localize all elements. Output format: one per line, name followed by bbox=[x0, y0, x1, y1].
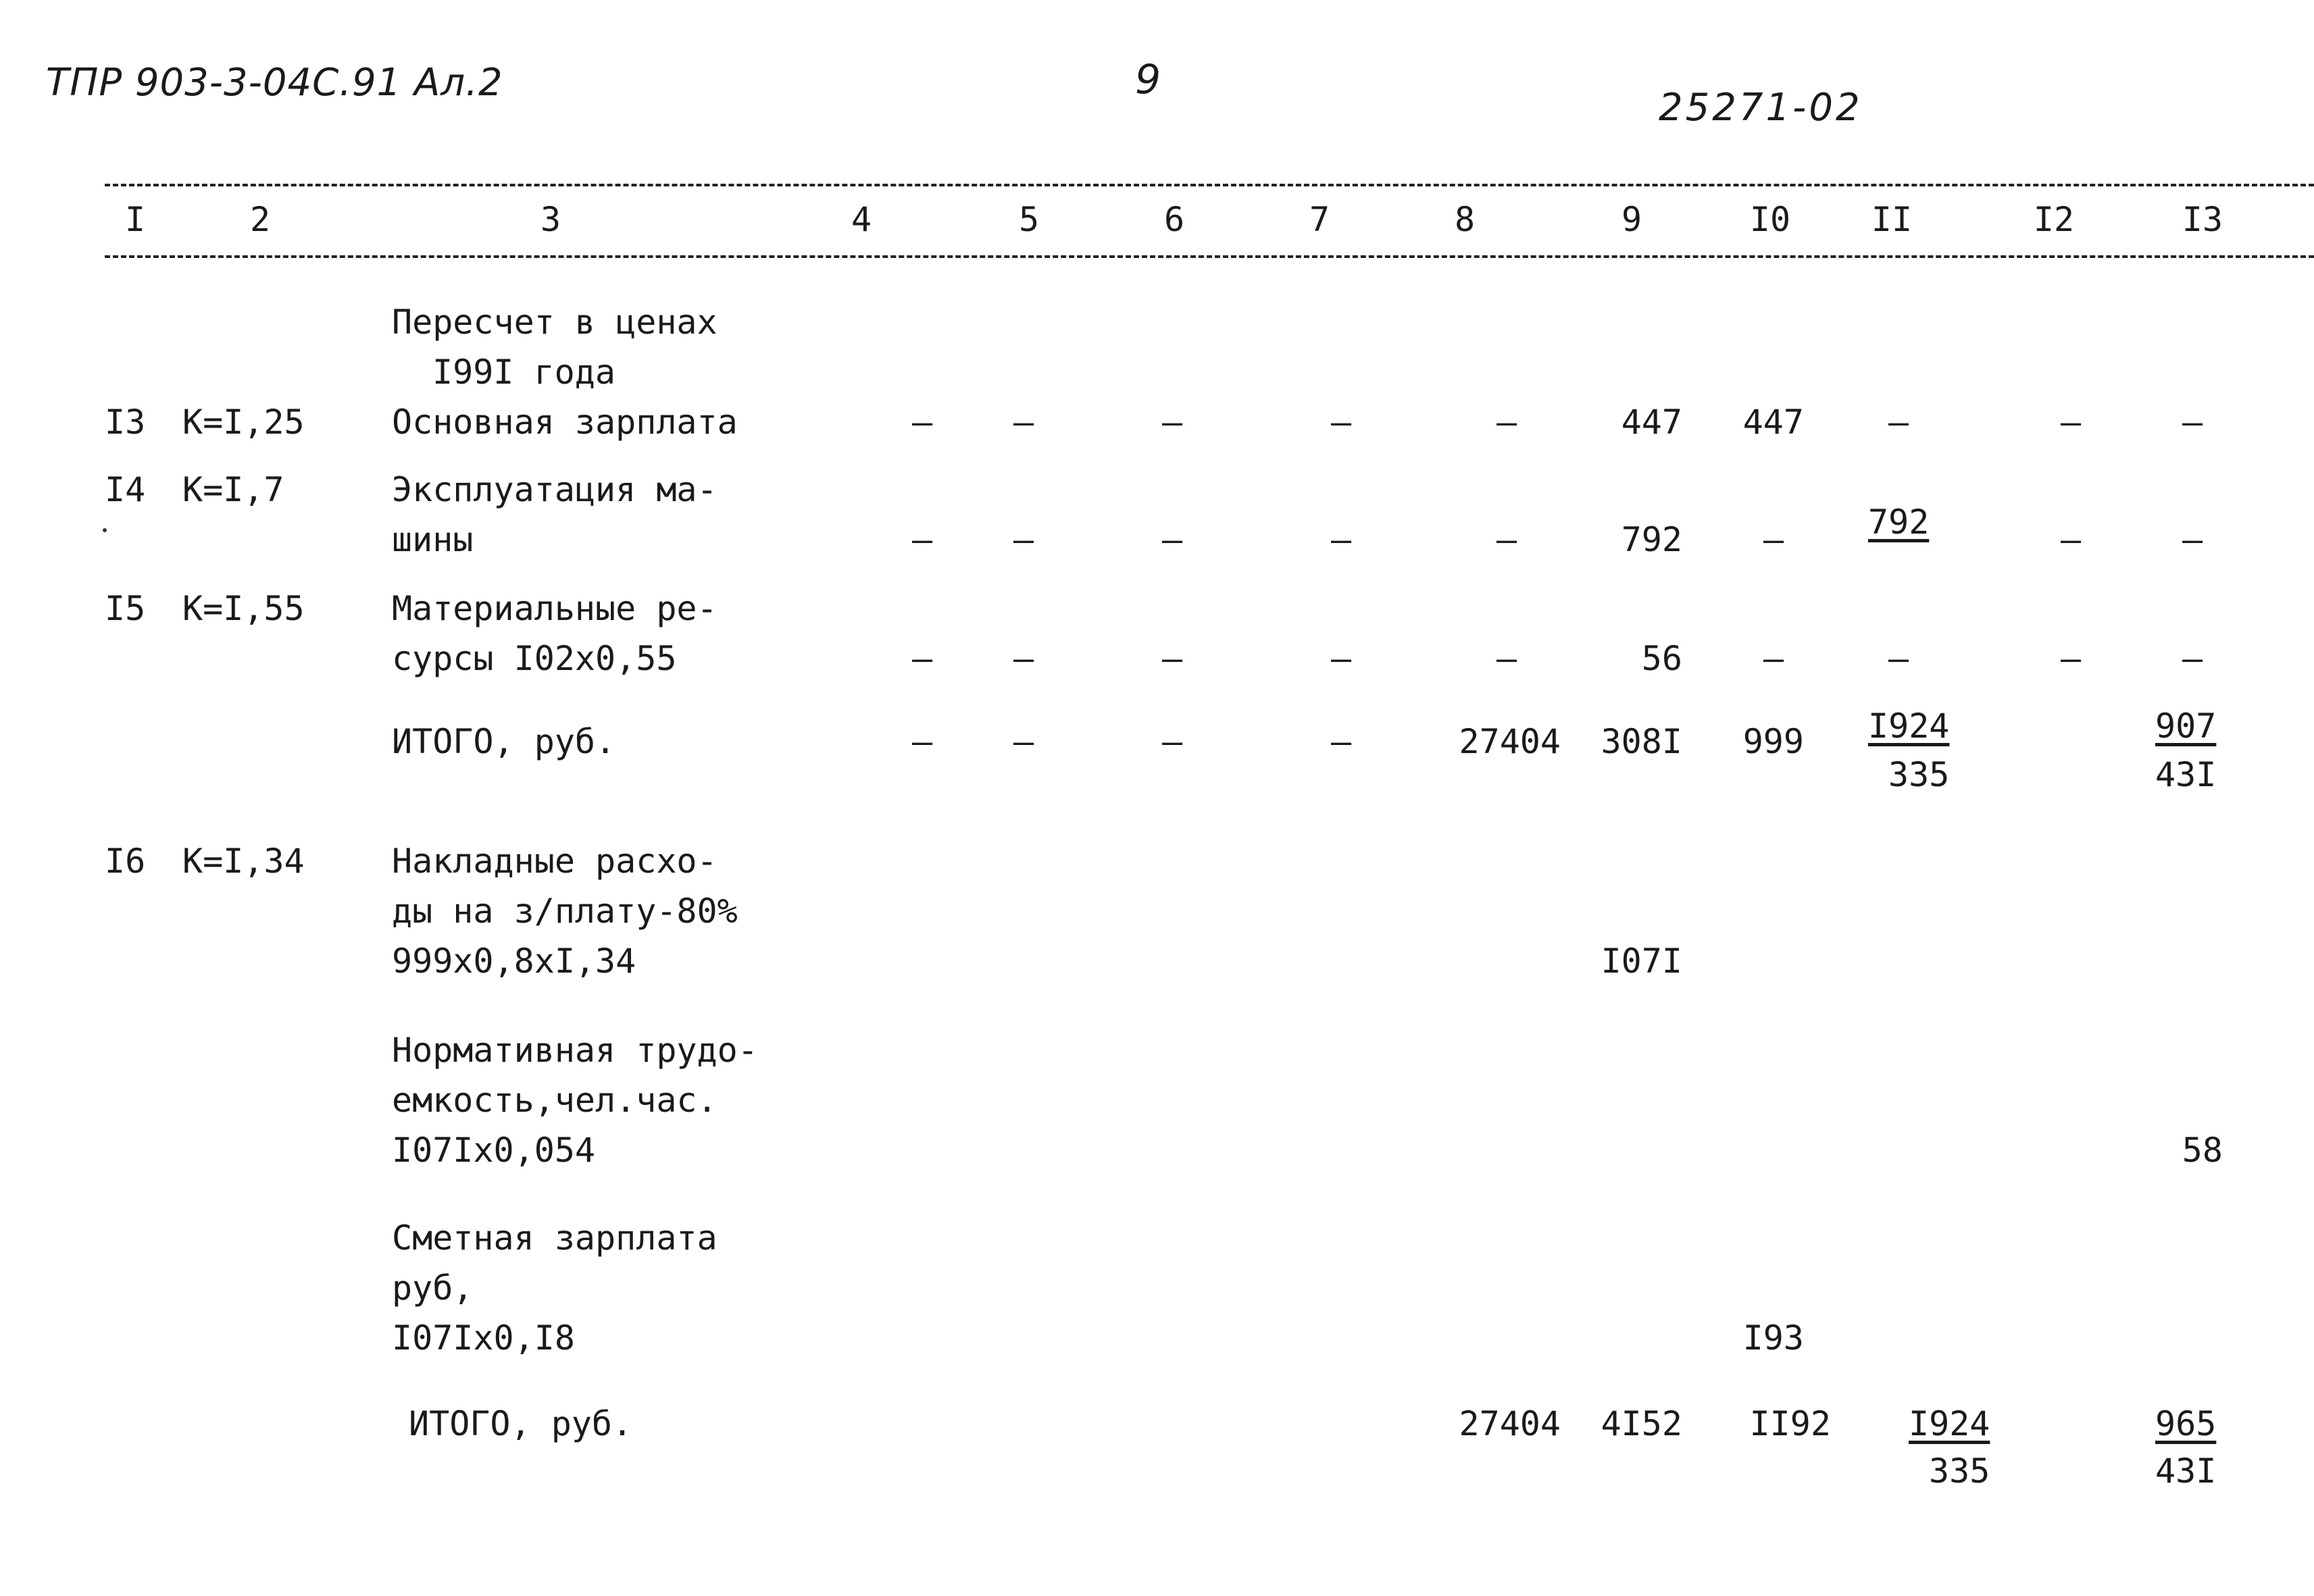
cell-col10: – bbox=[1763, 520, 1784, 559]
column-header: 4 bbox=[851, 200, 872, 239]
column-header: I bbox=[124, 200, 146, 239]
coefficient: К=I,25 bbox=[182, 403, 305, 442]
total-label: ИТОГО, руб. bbox=[392, 722, 616, 761]
desc-line: 999х0,8хI,34 bbox=[392, 942, 636, 981]
desc-line: I99I года bbox=[432, 353, 615, 392]
cell-col5: – bbox=[1013, 639, 1034, 678]
cell-col5: – bbox=[1013, 520, 1034, 559]
cell-col10: 447 bbox=[1742, 403, 1804, 442]
cell-col11-bottom: 335 bbox=[1888, 755, 1950, 794]
cell-col7: – bbox=[1330, 722, 1352, 761]
cell-col11: – bbox=[1888, 403, 1909, 442]
column-header: 5 bbox=[1018, 200, 1040, 239]
cell-col10: II92 bbox=[1749, 1404, 1831, 1443]
cell-col9: 56 bbox=[1641, 639, 1682, 678]
desc-line: сурсы I02х0,55 bbox=[392, 639, 677, 678]
row-number: I5 bbox=[105, 589, 146, 628]
cell-col11-top: I924 bbox=[1909, 1404, 1990, 1443]
cell-col12: – bbox=[2060, 520, 2082, 559]
cell-col13: – bbox=[2182, 520, 2203, 559]
cell-col13-top: 965 bbox=[2155, 1404, 2217, 1443]
cell-col9: 447 bbox=[1621, 403, 1682, 442]
cell-col5: – bbox=[1013, 403, 1034, 442]
coefficient: К=I,55 bbox=[182, 589, 305, 628]
cell-col6: – bbox=[1161, 403, 1183, 442]
cell-col8: – bbox=[1496, 520, 1517, 559]
desc-line: шины bbox=[392, 520, 474, 559]
cell-col4: – bbox=[911, 403, 933, 442]
desc-line: Пересчет в ценах bbox=[392, 303, 718, 342]
cell-col9: 792 bbox=[1621, 520, 1682, 559]
row-number: I3 bbox=[105, 403, 146, 442]
document-code: ТПР 903-3-04С.91 Ал.2 bbox=[46, 61, 503, 105]
desc-line: Накладные расхо- bbox=[392, 842, 718, 881]
page-number: 9 bbox=[1135, 56, 1161, 103]
column-header: II bbox=[1871, 200, 1913, 239]
cell-col8: 27404 bbox=[1459, 1404, 1561, 1443]
column-header: 7 bbox=[1309, 200, 1330, 239]
header-bottom-rule bbox=[105, 255, 2314, 258]
cell-col13-bottom: 43I bbox=[2155, 1451, 2217, 1491]
desc-line: Нормативная трудо- bbox=[392, 1031, 758, 1070]
cell-col6: – bbox=[1161, 722, 1183, 761]
column-header: I2 bbox=[2033, 200, 2075, 239]
column-header: 9 bbox=[1621, 200, 1642, 239]
cell-col6: – bbox=[1161, 639, 1183, 678]
cell-col7: – bbox=[1330, 403, 1352, 442]
column-header: 3 bbox=[540, 200, 561, 239]
desc-line: Материальные ре- bbox=[392, 589, 718, 628]
document-number: 25271-02 bbox=[1659, 86, 1863, 130]
column-header: I0 bbox=[1749, 200, 1791, 239]
cell-col11: 792 bbox=[1868, 503, 1930, 542]
cell-col13: 58 bbox=[2182, 1131, 2223, 1170]
cell-col13: – bbox=[2182, 403, 2203, 442]
desc-line: емкость,чел.час. bbox=[392, 1081, 718, 1120]
cell-col7: – bbox=[1330, 520, 1352, 559]
cell-col10: I93 bbox=[1742, 1318, 1804, 1358]
cell-col9: 308I bbox=[1601, 722, 1682, 761]
cell-col12: – bbox=[2060, 639, 2082, 678]
cell-col13-bottom: 43I bbox=[2155, 755, 2217, 794]
cell-col4: – bbox=[911, 520, 933, 559]
desc-line: ды на з/плату-80% bbox=[392, 892, 738, 931]
cell-col4: – bbox=[911, 722, 933, 761]
coefficient: К=I,34 bbox=[182, 842, 305, 881]
cell-col13: – bbox=[2182, 639, 2203, 678]
cell-col10: 999 bbox=[1742, 722, 1804, 761]
desc-line: I07Iх0,054 bbox=[392, 1131, 596, 1170]
cell-col4: – bbox=[911, 639, 933, 678]
cell-col12: – bbox=[2060, 403, 2082, 442]
cell-col11: – bbox=[1888, 639, 1909, 678]
row-number: I6 bbox=[105, 842, 146, 881]
desc-line: Основная зарплата bbox=[392, 403, 738, 442]
desc-line: I07Iх0,I8 bbox=[392, 1318, 575, 1358]
header-top-rule bbox=[105, 184, 2314, 186]
cell-col9: 4I52 bbox=[1601, 1404, 1682, 1443]
cell-col13-top: 907 bbox=[2155, 706, 2217, 746]
column-header: 8 bbox=[1454, 200, 1476, 239]
cell-col11-top: I924 bbox=[1868, 706, 1950, 746]
cell-col7: – bbox=[1330, 639, 1352, 678]
column-header: I3 bbox=[2182, 200, 2223, 239]
cell-col8: – bbox=[1496, 639, 1517, 678]
cell-col8: 27404 bbox=[1459, 722, 1561, 761]
desc-line: Эксплуатация ма- bbox=[392, 470, 718, 509]
total-label: ИТОГО, руб. bbox=[409, 1404, 633, 1443]
stray-dot bbox=[103, 528, 107, 532]
cell-col11-bottom: 335 bbox=[1929, 1451, 1990, 1491]
cell-col9: I07I bbox=[1601, 942, 1682, 981]
cell-col6: – bbox=[1161, 520, 1183, 559]
column-header: 6 bbox=[1163, 200, 1185, 239]
row-number: I4 bbox=[105, 470, 146, 509]
coefficient: К=I,7 bbox=[182, 470, 284, 509]
desc-line: руб, bbox=[392, 1268, 474, 1308]
column-header: 2 bbox=[249, 200, 271, 239]
cell-col5: – bbox=[1013, 722, 1034, 761]
cell-col8: – bbox=[1496, 403, 1517, 442]
desc-line: Сметная зарплата bbox=[392, 1218, 718, 1258]
cell-col10: – bbox=[1763, 639, 1784, 678]
